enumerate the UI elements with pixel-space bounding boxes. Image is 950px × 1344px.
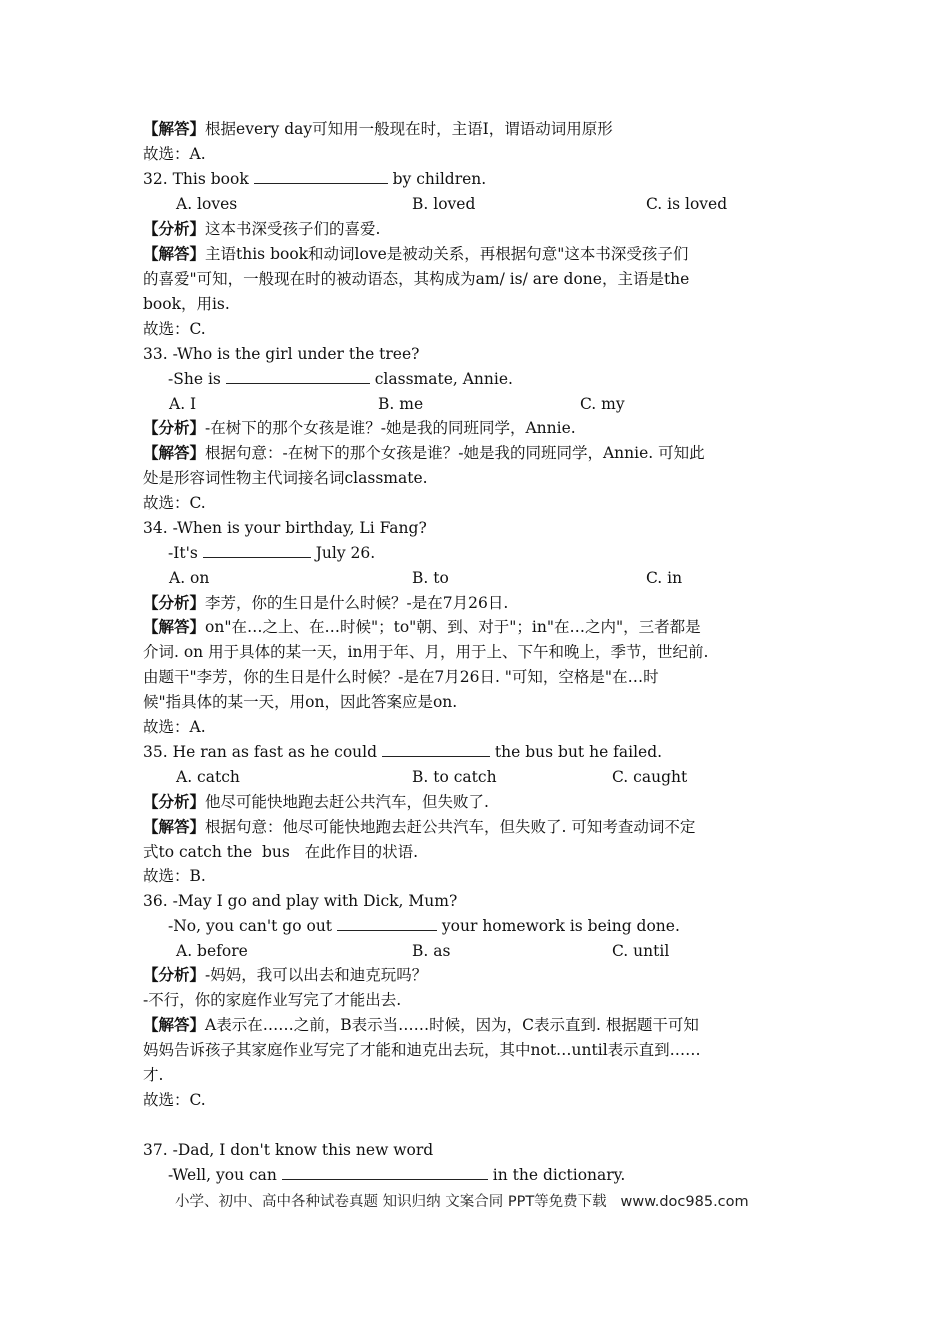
- q34-stem: 34. -When is your birthday, Li Fang?: [143, 519, 427, 537]
- q34-option-a: A. on: [169, 569, 210, 587]
- q36-option-a: A. before: [176, 942, 248, 960]
- q36-answer-line-3: 才.: [143, 1066, 164, 1084]
- q35-option-c: C. caught: [612, 768, 688, 786]
- q32-answer-line-3: book，用is.: [143, 295, 230, 313]
- answer-tag: 【解答】: [143, 120, 206, 138]
- answer-blank: [203, 543, 311, 558]
- answer-blank: [337, 916, 437, 931]
- q33-analysis: 【分析】-在树下的那个女孩是谁？-她是我的同班同学，Annie.: [143, 419, 576, 437]
- q34-option-b: B. to: [412, 569, 449, 587]
- q35-answer-line-2: 式to catch the bus 在此作目的状语.: [143, 843, 419, 861]
- answer-tag: 【解答】: [143, 1016, 206, 1034]
- q37-stem: 37. -Dad, I don't know this new word: [143, 1141, 434, 1159]
- q34-option-c: C. in: [646, 569, 683, 587]
- q34-answer-line-2: 介词. on 用于具体的某一天，in用于年、月，用于上、下午和晚上，季节，世纪前.: [143, 643, 709, 661]
- analysis-tag: 【分析】: [143, 220, 206, 238]
- q32-stem: 32. This book by children.: [143, 170, 487, 188]
- q36-answer-line-2: 妈妈告诉孩子其家庭作业写完了才能和迪克出去玩，其中not…until表示直到……: [143, 1041, 701, 1059]
- analysis-tag: 【分析】: [143, 594, 206, 612]
- answer-blank: [254, 169, 388, 184]
- q34-answer-line-4: 候"指具体的某一天，用on，因此答案应是on.: [143, 693, 458, 711]
- q34-analysis: 【分析】李芳，你的生日是什么时候？-是在7月26日.: [143, 594, 509, 612]
- q32-option-c: C. is loved: [646, 195, 728, 213]
- q35-stem: 35. He ran as fast as he could the bus but he failed.: [143, 743, 663, 761]
- q32-option-a: A. loves: [176, 195, 238, 213]
- answer-tag: 【解答】: [143, 618, 206, 636]
- q32-answer: 【解答】主语this book和动词love是被动关系，再根据句意"这本书深受孩子们: [143, 245, 689, 263]
- answer-blank: [226, 369, 370, 384]
- q35-answer: 【解答】根据句意：他尽可能快地跑去赶公共汽车，但失败了. 可知考查动词不定: [143, 818, 696, 836]
- answer-blank: [382, 742, 490, 757]
- q33-answer: 【解答】根据句意：-在树下的那个女孩是谁？-她是我的同班同学，Annie. 可知此: [143, 444, 705, 462]
- q33-stem-line-2: -She is classmate, Annie.: [168, 370, 513, 388]
- analysis-tag: 【分析】: [143, 966, 206, 984]
- q32-answer-line-2: 的喜爱"可知，一般现在时的被动语态，其构成为am/ is/ are done，主语是the: [143, 270, 690, 288]
- q34-answer-line-3: 由题干"李芳，你的生日是什么时候？-是在7月26日. "可知，空格是"在…时: [143, 668, 659, 686]
- q33-answer-line-2: 处是形容词性物主代词接名词classmate.: [143, 469, 428, 487]
- q32-option-b: B. loved: [412, 195, 476, 213]
- q32-analysis: 【分析】这本书深受孩子们的喜爱.: [143, 220, 381, 238]
- q36-answer: 【解答】A表示在……之前，B表示当……时候，因为，C表示直到. 根据题干可知: [143, 1016, 699, 1034]
- answer-blank: [282, 1165, 488, 1180]
- q33-option-c: C. my: [580, 395, 625, 413]
- q33-option-a: A. I: [169, 395, 197, 413]
- q35-analysis: 【分析】他尽可能快地跑去赶公共汽车，但失败了.: [143, 793, 489, 811]
- q34-stem-line-2: -It's July 26.: [168, 544, 376, 562]
- q34-choice: 故选：A.: [143, 718, 206, 736]
- q34-answer: 【解答】on"在…之上、在…时候"；to"朝、到、对于"；in"在…之内"，三者都是: [143, 618, 701, 636]
- q33-stem: 33. -Who is the girl under the tree?: [143, 345, 420, 363]
- answer-tag: 【解答】: [143, 444, 206, 462]
- q37-stem-line-2: -Well, you can in the dictionary.: [168, 1166, 626, 1184]
- q36-stem-line-2: -No, you can't go out your homework is being done.: [168, 917, 680, 935]
- analysis-tag: 【分析】: [143, 793, 206, 811]
- q35-choice: 故选：B.: [143, 867, 206, 885]
- q31-answer: 【解答】根据every day可知用一般现在时，主语I，谓语动词用原形: [143, 120, 613, 138]
- q32-choice: 故选：C.: [143, 320, 206, 338]
- q35-option-b: B. to catch: [412, 768, 497, 786]
- q33-option-b: B. me: [378, 395, 424, 413]
- q31-choice: 故选：A.: [143, 145, 206, 163]
- q33-choice: 故选：C.: [143, 494, 206, 512]
- q36-stem: 36. -May I go and play with Dick, Mum?: [143, 892, 458, 910]
- analysis-tag: 【分析】: [143, 419, 206, 437]
- q35-option-a: A. catch: [176, 768, 240, 786]
- q36-option-b: B. as: [412, 942, 451, 960]
- page-footer: 小学、初中、高中各种试卷真题 知识归纳 文案合同 PPT等免费下载 www.doc985.com: [175, 1194, 749, 1210]
- q36-analysis-line-2: -不行，你的家庭作业写完了才能出去.: [143, 991, 402, 1009]
- answer-tag: 【解答】: [143, 245, 206, 263]
- q36-choice: 故选：C.: [143, 1091, 206, 1109]
- q36-analysis: 【分析】-妈妈，我可以出去和迪克玩吗？: [143, 966, 428, 984]
- q36-option-c: C. until: [612, 942, 670, 960]
- answer-tag: 【解答】: [143, 818, 206, 836]
